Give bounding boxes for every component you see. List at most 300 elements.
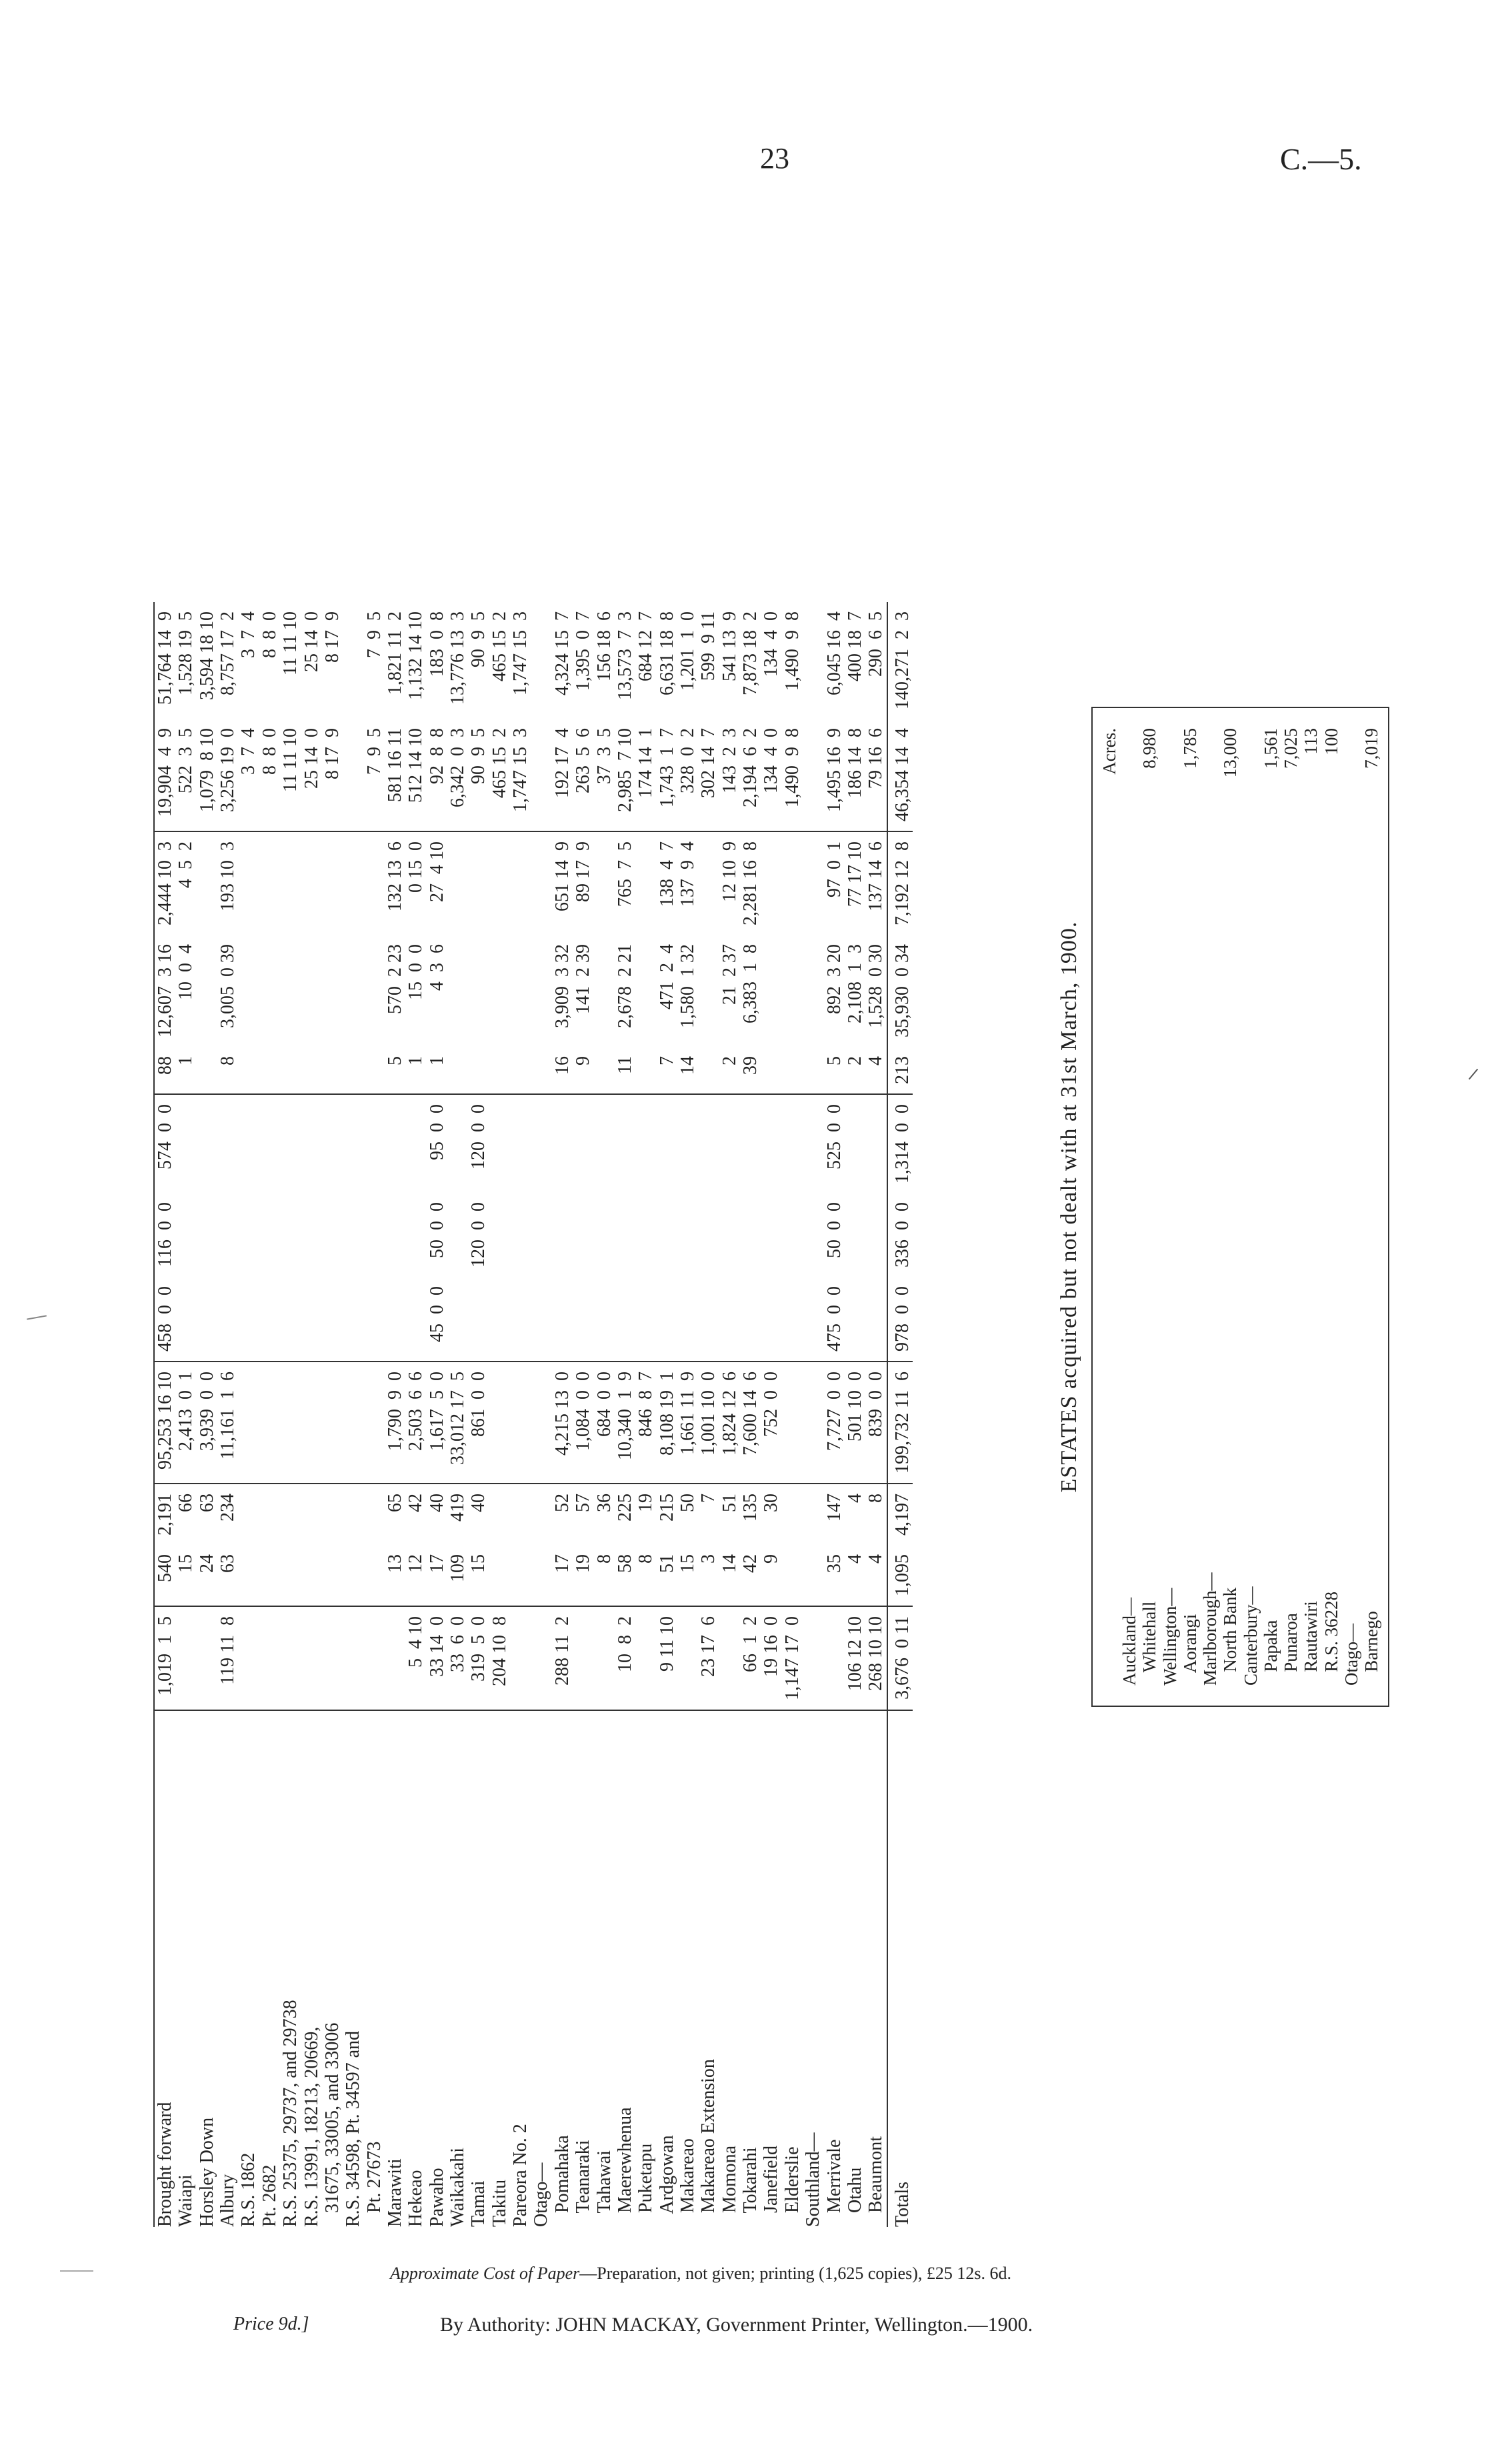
- cell-c11: 3 7 4: [238, 719, 259, 831]
- cell-c10: [489, 831, 510, 935]
- cell-c2: 19: [573, 1545, 593, 1606]
- cell-c12: 183 0 8: [426, 611, 447, 677]
- cell-c5: [761, 1277, 781, 1362]
- cell-c7: [510, 1094, 531, 1193]
- cell-c2: [343, 1545, 363, 1606]
- cell-c6: 120 0 0: [468, 1202, 489, 1268]
- cell-c3: [489, 1484, 510, 1545]
- cell-c3: 215: [656, 1494, 677, 1522]
- cell-c12: [803, 602, 823, 719]
- cell-c7: [531, 1094, 551, 1193]
- cell-c9: 1,528 0 30: [865, 944, 887, 1029]
- cell-c9: 471 2 4: [656, 944, 677, 1010]
- cell-c11: [803, 719, 823, 831]
- cell-c9: 21 2 37: [719, 944, 740, 1005]
- cell-c5: [573, 1277, 593, 1362]
- table-row: [427, 602, 447, 2227]
- cell-c1: [238, 1606, 259, 1710]
- cell-c6: [531, 1193, 551, 1277]
- cell-c3: 40: [468, 1494, 489, 1512]
- cell-c10: [761, 831, 781, 935]
- cell-c5: [531, 1277, 551, 1362]
- estate-label: Marlborough—: [1200, 1572, 1221, 1686]
- row-label: Takitu: [489, 2179, 510, 2227]
- cell-c5: [865, 1277, 887, 1362]
- cell-c1: 119 11 8: [217, 1606, 238, 1710]
- cell-c5: [635, 1277, 656, 1362]
- cell-c11: 143 2 3: [719, 719, 740, 831]
- cell-c5: [615, 1277, 635, 1362]
- cell-c7: [217, 1094, 238, 1193]
- cell-c3: [259, 1484, 280, 1545]
- cell-c1: 106 12 10: [845, 1606, 865, 1710]
- cell-c11: 2,194 6 2: [740, 719, 761, 831]
- cell-c4: 2,413 0 1: [175, 1362, 196, 1484]
- cell-c1: [280, 1606, 301, 1710]
- cell-c9: 3,909 3 32: [551, 944, 573, 1029]
- table-row: [698, 602, 719, 2227]
- cell-c5: [698, 1277, 719, 1362]
- cell-c1: [259, 1606, 280, 1710]
- cell-c8: [698, 1047, 719, 1094]
- cell-c2: [531, 1545, 551, 1606]
- cell-c12: 8,757 17 2: [217, 611, 239, 696]
- cell-c6: [615, 1193, 635, 1277]
- cell-c2: [259, 1545, 280, 1606]
- cell-c3: 66: [175, 1494, 197, 1512]
- cell-c3: 7: [698, 1494, 719, 1503]
- row-label: Otago—: [531, 2162, 552, 2227]
- cell-c2: 15: [677, 1545, 698, 1606]
- cell-c8: 8: [217, 1047, 238, 1094]
- row-label: R.S. 13991, 18213, 20669,: [301, 2026, 322, 2227]
- cell-c7: [635, 1094, 656, 1193]
- cell-c8: [343, 1047, 363, 1094]
- table-row: [280, 602, 301, 2227]
- cell-c9: [343, 935, 363, 1047]
- estate-acres: [1200, 724, 1220, 852]
- cell-c7: 95 0 0: [426, 1104, 447, 1161]
- cell-c11: 1,743 1 7: [657, 719, 677, 831]
- cell-c9: 4 3 6: [426, 944, 447, 991]
- cell-c3: 65: [384, 1494, 405, 1512]
- cell-c10: [301, 831, 322, 935]
- cell-c8: 2: [845, 1047, 865, 1094]
- cell-c1: [385, 1606, 405, 1710]
- cell-c10: [510, 831, 531, 935]
- cell-c2: [280, 1545, 301, 1606]
- cell-c8: [468, 1047, 489, 1094]
- cell-c12: 465 15 2: [489, 611, 510, 682]
- cell-c11: 1,747 15 3: [510, 719, 531, 831]
- cell-c12: 4,324 15 7: [551, 611, 573, 696]
- cell-c3: 57: [573, 1494, 594, 1512]
- cell-c1: [197, 1606, 217, 1710]
- table-row: [803, 602, 823, 2227]
- estates-title: ESTATES acquired but not dealt with at 31st March, 1900.: [1057, 921, 1081, 1493]
- cell-c2: [364, 1545, 385, 1606]
- cell-c8: [803, 1047, 823, 1094]
- cell-c1: [573, 1606, 593, 1710]
- cell-c5: [322, 1277, 343, 1362]
- cell-c11: 581 16 11: [385, 719, 405, 831]
- cell-c12: 25 14 0: [301, 611, 322, 673]
- row-label: Tamai: [468, 2180, 489, 2227]
- cell-c9: 3,005 0 39: [217, 944, 239, 1029]
- cell-c5: [217, 1277, 238, 1362]
- cell-c4: 33,012 17 5: [447, 1362, 468, 1484]
- table-row: [573, 602, 593, 2227]
- row-label: 31675, 33005, and 33006: [321, 2022, 343, 2227]
- cell-c5: [845, 1277, 865, 1362]
- cell-c4: 839 0 0: [865, 1362, 887, 1484]
- cell-c9: [238, 935, 259, 1047]
- cell-c2: 58: [615, 1545, 635, 1606]
- row-label: Makareao: [677, 2138, 698, 2227]
- estates-acres-header: Acres.: [1099, 728, 1119, 775]
- cell-c10: 89 17 9: [573, 841, 594, 903]
- table-row: [845, 602, 865, 2227]
- cell-c10: [698, 831, 719, 935]
- cell-c1: [301, 1606, 322, 1710]
- cell-c12: [343, 602, 363, 719]
- cell-c10: 0 15 0: [405, 841, 427, 893]
- cell-c12: [531, 602, 551, 719]
- cell-c11: 7 9 5: [364, 719, 385, 831]
- cell-c2: [489, 1545, 510, 1606]
- cell-c6: [657, 1193, 677, 1277]
- cell-c10: [468, 831, 489, 935]
- cell-c9: [803, 935, 823, 1047]
- cell-c1: 288 11 2: [552, 1606, 573, 1710]
- cell-c4: [489, 1362, 510, 1484]
- cell-c12: 134 4 0: [761, 611, 782, 677]
- cell-c4: [343, 1362, 363, 1484]
- cell-c2: 42: [740, 1545, 761, 1606]
- cell-c9: [447, 935, 468, 1047]
- estate-acres: 7,025: [1281, 728, 1301, 769]
- estate-label: Otago—: [1341, 1624, 1361, 1686]
- cell-c8: 9: [573, 1047, 593, 1094]
- row-label: Pomahaka: [551, 2135, 573, 2227]
- cell-c1: 9 11 10: [657, 1606, 677, 1710]
- cell-c12: 290 6 5: [865, 611, 887, 677]
- cell-c7: [175, 1094, 196, 1193]
- row-label: Albury: [217, 2174, 239, 2227]
- cell-c4: 501 10 0: [845, 1362, 865, 1484]
- cell-c2: 14: [719, 1545, 740, 1606]
- cell-c5: [259, 1277, 280, 1362]
- cell-c2: 540: [154, 1545, 175, 1606]
- cell-c3: 135: [740, 1494, 761, 1522]
- stray-mark: [1469, 1069, 1478, 1080]
- cell-c12: 51,764 14 9: [154, 602, 175, 719]
- cell-c1: [803, 1606, 823, 1710]
- cell-c11: 90 9 5: [468, 719, 489, 831]
- cell-c7: [761, 1094, 781, 1193]
- cell-c8: [782, 1047, 803, 1094]
- price-note: Price 9d.]: [233, 2314, 309, 2334]
- totals-row: [887, 602, 913, 2227]
- totals-c4: 199,732 11 6: [887, 1362, 913, 1484]
- cell-c4: 1,084 0 0: [573, 1362, 593, 1484]
- authority-note: By Authority: JOHN MACKAY, Government Printer, Wellington.—1900.: [440, 2314, 1033, 2336]
- cell-c8: 2: [719, 1047, 740, 1094]
- estate-row: [1241, 724, 1261, 1690]
- cell-c7: [322, 1094, 343, 1193]
- stray-mark: [60, 2270, 93, 2272]
- cell-c12: 13,776 13 3: [447, 611, 469, 705]
- cell-c5: [197, 1277, 217, 1362]
- estate-acres: 1,785: [1179, 728, 1200, 769]
- cell-c6: [238, 1193, 259, 1277]
- estates-box: [1091, 707, 1389, 1707]
- cell-c5: [343, 1277, 363, 1362]
- cell-c1: [343, 1606, 363, 1710]
- stray-mark: [27, 1315, 47, 1320]
- page-number: 23: [760, 142, 789, 175]
- cell-c4: [510, 1362, 531, 1484]
- cell-c6: [677, 1193, 698, 1277]
- cell-c4: 4,215 13 0: [552, 1362, 573, 1484]
- cell-c3: [322, 1484, 343, 1545]
- cell-c6: [719, 1193, 740, 1277]
- cell-c4: 1,790 9 0: [385, 1362, 405, 1484]
- estate-acres: [1119, 724, 1139, 852]
- cell-c1: [322, 1606, 343, 1710]
- cell-c8: [447, 1047, 468, 1094]
- cell-c7: [238, 1094, 259, 1193]
- row-label: Maerewhenua: [614, 2107, 635, 2227]
- cell-c4: 861 0 0: [468, 1362, 489, 1484]
- estate-row: [1180, 724, 1200, 1690]
- cell-c11: [531, 719, 551, 831]
- cell-c6: [301, 1193, 322, 1277]
- cell-c12: 6,631 18 8: [656, 611, 677, 696]
- cell-c12: 8 17 9: [321, 611, 343, 663]
- cell-c5: [489, 1277, 510, 1362]
- cell-c9: [635, 935, 656, 1047]
- cell-c9: 12,607 3 16: [154, 935, 175, 1047]
- cell-c12: 1,395 0 7: [573, 611, 594, 691]
- cell-c1: [594, 1606, 615, 1710]
- cell-c6: [845, 1193, 865, 1277]
- cell-c3: 40: [426, 1494, 447, 1512]
- cell-c11: 92 8 8: [427, 719, 447, 831]
- row-label: Marawiti: [384, 2158, 405, 2227]
- cell-c7: [405, 1094, 426, 1193]
- cell-c6: [782, 1193, 803, 1277]
- cell-c3: 42: [405, 1494, 427, 1512]
- cell-c8: [594, 1047, 615, 1094]
- cell-c6: [217, 1193, 238, 1277]
- cell-c2: 4: [845, 1545, 865, 1606]
- cell-c5: [280, 1277, 301, 1362]
- totals-c3: 4,197: [887, 1484, 913, 1545]
- cell-c8: [510, 1047, 531, 1094]
- cell-c6: [343, 1193, 363, 1277]
- cell-c3: 225: [614, 1494, 635, 1522]
- cell-c3: [531, 1484, 551, 1545]
- cell-c9: 570 2 23: [384, 944, 405, 1015]
- table-row: [761, 602, 781, 2227]
- cell-c8: 4: [865, 1047, 887, 1094]
- cell-c6: [740, 1193, 761, 1277]
- cost-label: Approximate Cost of Paper: [390, 2264, 580, 2283]
- cell-c1: 33 14 0: [427, 1606, 447, 1710]
- table-row: [531, 602, 551, 2227]
- row-label: Momona: [719, 2145, 740, 2227]
- cell-c3: [343, 1484, 363, 1545]
- cell-c5: [364, 1277, 385, 1362]
- cell-c6: [573, 1193, 593, 1277]
- cell-c4: 2,503 6 6: [405, 1362, 426, 1484]
- cell-c11: 8 17 9: [322, 719, 343, 831]
- estate-acres: 8,980: [1139, 728, 1160, 769]
- cell-c12: 156 18 6: [593, 611, 615, 682]
- cell-c11: 1,495 16 9: [824, 719, 845, 831]
- cell-c1: [824, 1606, 845, 1710]
- table-row: [740, 602, 761, 2227]
- estate-label: North Bank: [1220, 1588, 1241, 1686]
- cell-c6: [447, 1193, 468, 1277]
- cell-c12: 1,528 19 5: [175, 611, 197, 696]
- cell-c9: [364, 935, 385, 1047]
- estate-row: [1361, 724, 1381, 1690]
- cell-c7: [447, 1094, 468, 1193]
- cell-c3: [238, 1484, 259, 1545]
- totals-c1: 3,676 0 11: [887, 1606, 913, 1710]
- cell-c7: [594, 1094, 615, 1193]
- cell-c9: 15 0 0: [405, 944, 427, 1001]
- cell-c6: [175, 1193, 196, 1277]
- cell-c2: [803, 1545, 823, 1606]
- cell-c7: [677, 1094, 698, 1193]
- cell-c5: [405, 1277, 426, 1362]
- cell-c10: 97 0 1: [823, 841, 845, 898]
- cell-c3: [364, 1484, 385, 1545]
- cell-c1: [635, 1606, 656, 1710]
- cell-c1: [175, 1606, 196, 1710]
- cell-c8: 1: [427, 1047, 447, 1094]
- estate-acres: [1241, 724, 1261, 852]
- cell-c5: [510, 1277, 531, 1362]
- cell-c4: 3,939 0 0: [197, 1362, 217, 1484]
- cell-c8: [364, 1047, 385, 1094]
- estate-acres: 100: [1321, 728, 1341, 755]
- cell-c7: [364, 1094, 385, 1193]
- row-label: Tokarahi: [740, 2147, 761, 2227]
- cell-c4: [803, 1362, 823, 1484]
- totals-c8: 213: [887, 1047, 913, 1094]
- table-row: [510, 602, 531, 2227]
- cell-c9: [761, 935, 781, 1047]
- estate-label: Papaka: [1260, 1620, 1281, 1686]
- cell-c5: [657, 1277, 677, 1362]
- cell-c8: [531, 1047, 551, 1094]
- table-row: [197, 602, 217, 2227]
- cell-c1: [531, 1606, 551, 1710]
- cell-c10: [322, 831, 343, 935]
- cell-c7: [552, 1094, 573, 1193]
- table-row: [615, 602, 635, 2227]
- cell-c2: 35: [824, 1545, 845, 1606]
- cell-c11: 3,256 19 0: [217, 719, 238, 831]
- cell-c8: 88: [154, 1047, 175, 1094]
- table-row: [489, 602, 510, 2227]
- cell-c4: 10,340 1 9: [615, 1362, 635, 1484]
- cell-c6: [405, 1193, 426, 1277]
- estate-label: Aorangi: [1179, 1614, 1200, 1686]
- cell-c3: 50: [677, 1494, 698, 1512]
- cell-c10: [343, 831, 363, 935]
- cell-c3: 147: [823, 1494, 845, 1522]
- estates-table-body: [1099, 724, 1381, 1690]
- cell-c1: 204 10 8: [489, 1606, 510, 1710]
- estate-label: R.S. 36228: [1321, 1591, 1341, 1686]
- cell-c8: 11: [615, 1047, 635, 1094]
- estate-row: [1200, 724, 1220, 1690]
- cell-c5: [594, 1277, 615, 1362]
- cell-c8: 16: [552, 1047, 573, 1094]
- row-label: Brought forward: [154, 1710, 175, 2227]
- cell-c10: 12 10 9: [719, 841, 740, 903]
- cell-c9: [531, 935, 551, 1047]
- cell-c9: [259, 935, 280, 1047]
- cell-c5: [552, 1277, 573, 1362]
- cell-c6: [489, 1193, 510, 1277]
- cell-c6: [698, 1193, 719, 1277]
- cell-c1: 33 6 0: [447, 1606, 468, 1710]
- cell-c5: [447, 1277, 468, 1362]
- cell-c11: 465 15 2: [489, 719, 510, 831]
- cell-c3: 51: [719, 1494, 740, 1512]
- totals-c11: 46,354 14 4: [887, 719, 913, 831]
- estate-label: Auckland—: [1119, 1598, 1140, 1686]
- cell-c12: 6,045 16 4: [823, 611, 845, 696]
- cell-c5: [803, 1277, 823, 1362]
- cell-c4: 1,617 5 0: [427, 1362, 447, 1484]
- cell-c6: [761, 1193, 781, 1277]
- cell-c11: 263 5 6: [573, 719, 593, 831]
- cell-c1: [510, 1606, 531, 1710]
- row-label: Tahawai: [593, 2150, 615, 2227]
- estates-table: [1099, 724, 1381, 1690]
- cell-c4: [531, 1362, 551, 1484]
- cell-c12: 7 9 5: [363, 611, 385, 659]
- cell-c7: [573, 1094, 593, 1193]
- cell-c11: 512 14 10: [405, 719, 426, 831]
- cell-c7: [280, 1094, 301, 1193]
- cell-c9: 2,678 2 21: [614, 944, 635, 1029]
- cell-c3: 419: [447, 1494, 469, 1522]
- row-label: Elderslie: [781, 2146, 803, 2227]
- totals-c5: 978 0 0: [887, 1277, 913, 1362]
- cell-c5: 458 0 0: [154, 1277, 175, 1362]
- cell-c4: 846 8 7: [635, 1362, 656, 1484]
- table-row: [405, 602, 426, 2227]
- estate-label: Punaroa: [1281, 1613, 1301, 1686]
- cell-c2: 15: [175, 1545, 196, 1606]
- cell-c3: 63: [196, 1494, 217, 1512]
- cell-c8: 14: [677, 1047, 698, 1094]
- estate-acres: [1160, 724, 1180, 852]
- cell-c4: [301, 1362, 322, 1484]
- cell-c3: [301, 1484, 322, 1545]
- cell-c1: 1,019 1 5: [154, 1606, 175, 1710]
- cell-c4: 1,661 11 9: [677, 1362, 698, 1484]
- cell-c4: 752 0 0: [761, 1362, 781, 1484]
